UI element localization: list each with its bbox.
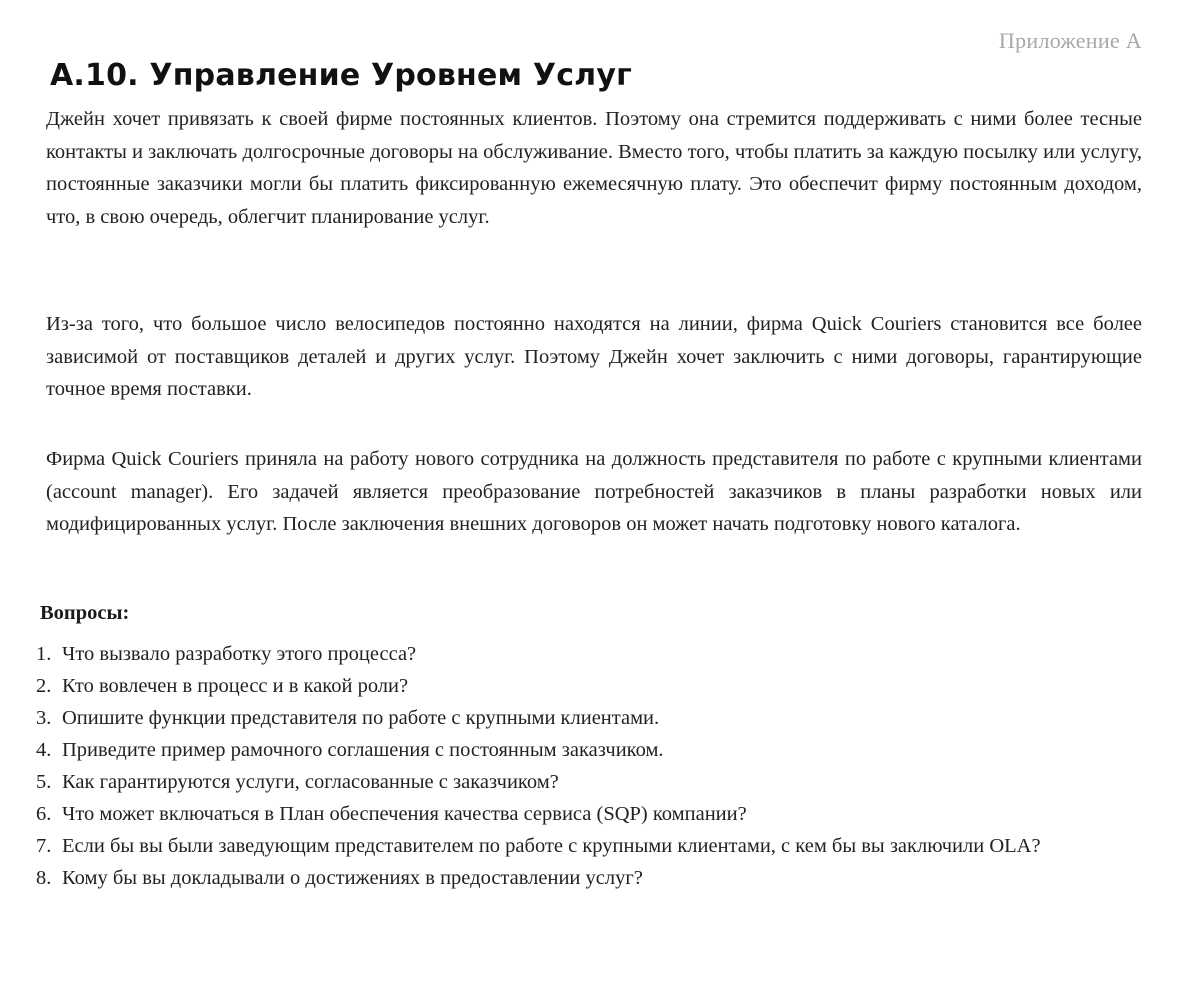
question-text: Что вызвало разработку этого процесса? bbox=[62, 643, 417, 665]
question-item bbox=[36, 670, 1136, 702]
paragraph-suppliers: Из-за того, что большое число велосипедов постоянно находятся на линии, фирма Quick Couriers становится все более зависимой от поставщиков деталей и других услуг. Поэтому Джейн хочет заключить с ними договоры, гарантирующие точное время поставки. bbox=[46, 313, 1142, 400]
question-number: 3. bbox=[36, 707, 52, 729]
question-text: Как гарантируются услуги, согласованные с заказчиком? bbox=[62, 771, 559, 793]
paragraph-client-binding: Джейн хочет привязать к своей фирме постоянных клиентов. Поэтому она стремится поддерживать с ними более тесные контакты и заключать долгосрочные договоры на обслуживание. Вместо того, чтобы платить за каждую посылку или услугу, постоянные заказчики могли бы платить фиксированную ежемесячную плату. Это обеспечит фирму постоянным доходом, что, в свою очередь, облегчит планирование услуг. bbox=[46, 108, 1142, 228]
section-title: А.10. Управление Уровнем Услуг bbox=[50, 58, 632, 93]
question-text: Что может включаться в План обеспечения качества сервиса (SQP) компании? bbox=[62, 803, 747, 825]
question-number: 2. bbox=[36, 675, 52, 697]
questions-list bbox=[36, 638, 1136, 894]
question-item bbox=[36, 702, 1136, 734]
question-item bbox=[36, 766, 1136, 798]
question-number: 8. bbox=[36, 867, 52, 889]
question-number: 4. bbox=[36, 739, 52, 761]
question-item bbox=[36, 734, 1136, 766]
questions-heading: Вопросы: bbox=[40, 602, 130, 624]
question-text: Кому бы вы докладывали о достижениях в предоставлении услуг? bbox=[62, 867, 643, 889]
paragraph-account-manager: Фирма Quick Couriers приняла на работу нового сотрудника на должность представителя по работе с крупными клиентами (account manager). Его задачей является преобразование потребностей заказчиков в планы разработки новых или модифицированных услуг. После заключения внешних договоров он может начать подготовку нового каталога. bbox=[46, 448, 1142, 535]
question-text: Если бы вы были заведующим представителем по работе с крупными клиентами, с кем бы вы заключили OLA? bbox=[62, 835, 1041, 857]
question-item bbox=[36, 798, 1136, 830]
question-item bbox=[36, 830, 1136, 862]
question-item bbox=[36, 862, 1136, 894]
question-number: 6. bbox=[36, 803, 52, 825]
question-number: 1. bbox=[36, 643, 52, 665]
running-header: Приложение А bbox=[998, 28, 1142, 53]
question-number: 7. bbox=[36, 835, 52, 857]
question-text: Приведите пример рамочного соглашения с постоянным заказчиком. bbox=[62, 739, 664, 761]
question-number: 5. bbox=[36, 771, 52, 793]
question-text: Опишите функции представителя по работе с крупными клиентами. bbox=[62, 707, 660, 729]
question-item bbox=[36, 638, 1136, 670]
question-text: Кто вовлечен в процесс и в какой роли? bbox=[62, 675, 409, 697]
